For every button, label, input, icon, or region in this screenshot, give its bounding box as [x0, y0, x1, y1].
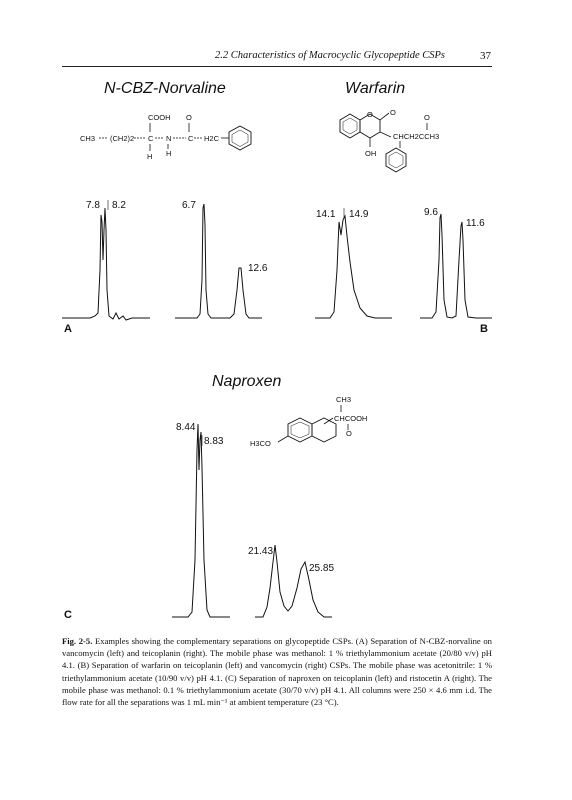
title-n-cbz-norvaline: N-CBZ-Norvaline [104, 80, 226, 97]
caption-label: Fig. 2-5. [62, 636, 93, 646]
peak-label-21-43: 21.43 [248, 546, 274, 557]
naproxen-methyl: CH3 [336, 395, 352, 404]
struct-label-h2c: H2C [204, 134, 220, 143]
struct-label-c1: C [148, 134, 154, 143]
chromatogram-warfarin-teicoplanin [315, 216, 392, 318]
chromatogram-warfarin-vancomycin [420, 214, 492, 318]
chromatogram-naproxen-teicoplanin [172, 424, 230, 617]
struct-label-cooh: COOH [148, 113, 171, 122]
warfarin-ketone-oxygen: O [424, 113, 430, 122]
chromatogram-norvaline-teicoplanin [175, 204, 262, 318]
peak-label-9-6: 9.6 [424, 207, 438, 218]
warfarin-ring-oxygen: O [367, 110, 373, 119]
page-number: 37 [480, 50, 491, 62]
struct-label-c2: C [188, 134, 194, 143]
warfarin-hydroxyl: OH [365, 149, 377, 158]
caption-text: Examples showing the complementary separations on glycopeptide CSPs. (A) Separation of N-CBZ-norvaline on vancomycin (left) and teicoplanin (right). The mobile phase was methanol: 1 % triethylammonium acetate (20/80 v/v) pH 4.1. (B) Separation of warfarin on teicoplanin (left) and vancomycin (right) CSPs. The mobile phase was acetonitrile: 1 % triethylammonium acetate (10/90 v/v) pH 4.1. (C) Separation of naproxen on teicoplanin (left) and ristocetin A (right). The mobile phase was methanol: 0.1 % triethylammonium acetate (30/70 v/v) pH 4.1. All columns were 250 × 4.6 mm i.d. The flow rate for all the separations was 1 mL min⁻¹ at ambient temperature (23 °C). [62, 636, 492, 708]
running-head: 2.2 Characteristics of Macrocyclic Glycopeptide CSPs [215, 50, 445, 61]
struct-label-o: O [186, 113, 192, 122]
peak-label-7-8: 7.8 [86, 200, 100, 211]
panel-letter-b: B [480, 323, 488, 335]
peak-label-6-7: 6.7 [182, 200, 196, 211]
struct-label-h1: H [147, 152, 153, 161]
title-naproxen: Naproxen [212, 373, 282, 390]
struct-label-h2: H [166, 149, 172, 158]
naproxen-structure [250, 395, 367, 448]
warfarin-carbonyl-oxygen: O [390, 108, 396, 117]
naproxen-acid: CHCOOH [334, 414, 368, 423]
struct-label-n: N [166, 134, 172, 143]
panel-letter-c: C [64, 609, 72, 621]
struct-label-ch3: CH3 [80, 134, 96, 143]
peak-label-8-83: 8.83 [204, 436, 224, 447]
peak-label-11-6: 11.6 [466, 218, 485, 229]
naproxen-methoxy: H3CO [250, 439, 271, 448]
chromatogram-norvaline-vancomycin [62, 208, 150, 320]
peak-label-25-85: 25.85 [309, 563, 335, 574]
naproxen-acid-oxygen: O [346, 429, 352, 438]
figure-caption [62, 635, 492, 708]
n-cbz-norvaline-structure [80, 113, 251, 161]
peak-label-8-2: 8.2 [112, 200, 126, 211]
panel-a-chromatograms [62, 200, 268, 320]
panel-c-chromatograms [172, 422, 334, 617]
title-warfarin: Warfarin [345, 80, 406, 97]
peak-label-8-44: 8.44 [176, 422, 196, 433]
peak-label-14-1: 14.1 [316, 209, 336, 220]
panel-b-chromatograms [315, 207, 492, 318]
warfarin-structure [340, 108, 439, 172]
peak-label-12-6: 12.6 [248, 263, 268, 274]
peak-label-14-9: 14.9 [349, 209, 369, 220]
panel-letter-a: A [64, 323, 72, 335]
warfarin-side-chain: CHCH2CCH3 [393, 132, 440, 141]
struct-label-ch2: (CH2)2 [110, 134, 135, 143]
